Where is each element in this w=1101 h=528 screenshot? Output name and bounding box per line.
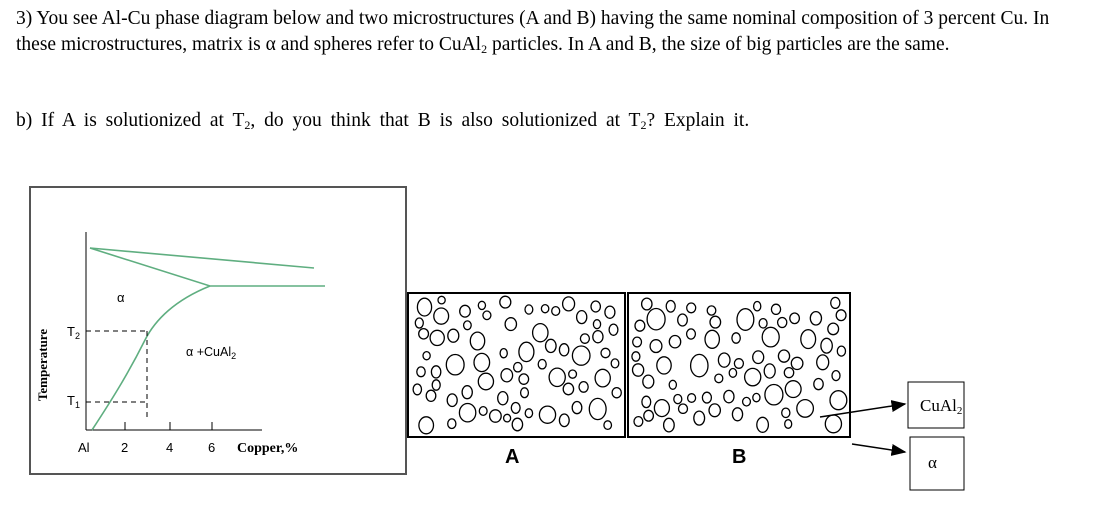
phase-diagram (30, 187, 406, 474)
x-tick-label: 6 (208, 440, 216, 455)
part-b-post: ? Explain it. (646, 110, 750, 131)
x-axis-label: Copper,% (237, 441, 299, 456)
y-axis-label: Temperature (35, 328, 50, 402)
legend-matrix (910, 437, 964, 490)
legend-matrix-label: α (928, 453, 937, 472)
legend-particle-label: CuAl2 (920, 396, 963, 417)
part-b-sub-2: 2 (640, 118, 647, 132)
part-b-pre: b) If A is solutionized at T (16, 110, 245, 131)
microstructure-b-label: B (732, 446, 747, 468)
x-tick-label: 2 (121, 440, 129, 455)
question-intro-pre: 3) You see Al-Cu phase diagram below and two microstructures (A and B) having the same nominal composition of 3 percent Cu. In these microstructures, matrix is (16, 8, 1050, 55)
two-phase-region-label: α +CuAl$_2$ (186, 345, 237, 361)
legend-particle (908, 382, 964, 428)
matrix-arrow (852, 444, 905, 452)
microstructure-a-label: A (505, 446, 520, 468)
t2-label: $T_2$ (67, 324, 80, 341)
x-origin-label: Al (78, 440, 90, 455)
part-b-sub-1: 2 (244, 118, 251, 132)
microstructure-a-frame (408, 293, 625, 437)
question-intro-mid: and spheres refer to CuAl (275, 34, 482, 55)
t1-label: $T_1$ (67, 393, 80, 410)
x-tick-label: 4 (166, 440, 174, 455)
question-intro-post: particles. In A and B, the size of big particles are the same. (487, 34, 950, 55)
subscript-2: 2 (481, 42, 488, 56)
legend-matrix-box (910, 437, 964, 490)
microstructure-a (408, 293, 625, 468)
alpha-region-label: α (117, 290, 125, 305)
microstructure-b (628, 293, 850, 468)
alpha-symbol: α (265, 34, 276, 55)
part-b-mid: , do you think that B is also solutionized at T (250, 110, 641, 131)
